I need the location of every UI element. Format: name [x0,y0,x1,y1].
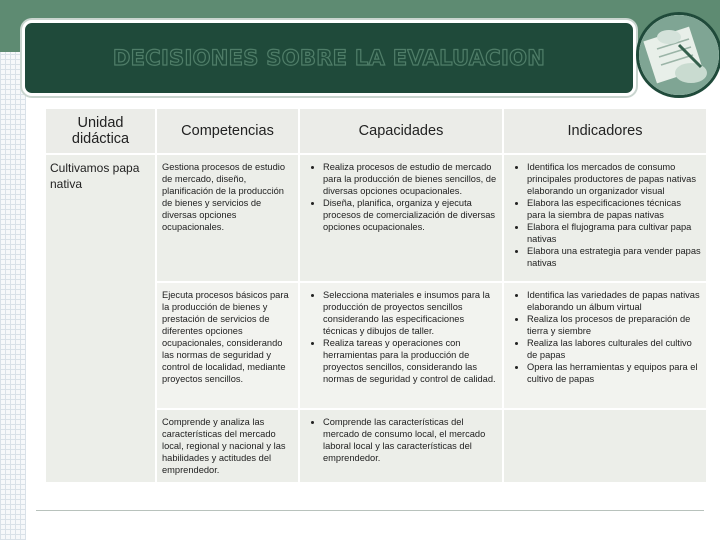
list-item: • Identifica las variedades de papas nativas elaborando un álbum virtual [527,289,701,313]
unit-name-cell: Cultivamos papa nativa [45,154,156,483]
capacidades-list [305,416,497,464]
capacidades-list [305,161,497,233]
indicadores-list [509,289,701,385]
list-item: • Realiza las labores culturales del cultivo de papas [527,337,701,361]
capacidades-cell [299,282,503,409]
evaluation-table-wrapper [44,107,706,484]
indicadores-cell [503,154,707,282]
capacidades-list [305,289,497,385]
list-item: • Comprende las características del mercado de consumo local, el mercado laboral local y las características del emprendedor. [323,416,497,464]
competencia-cell: Comprende y analiza las características del mercado local, regional y nacional y las habilidades y actitudes del emprendedor. [156,409,299,483]
footer-divider [36,510,704,511]
list-item: • Elabora una estrategia para vender papas nativas [527,245,701,269]
decorative-grid-margin [0,52,26,540]
competencia-cell: Gestiona procesos de estudio de mercado, diseño, planificación de la producción de bienes y servicios de diversas opciones ocupacionales. [156,154,299,282]
hands-writing-photo-icon [639,15,719,95]
evaluation-table [44,107,708,484]
page-title: DECISIONES SOBRE LA EVALUACION [112,46,546,70]
list-item: • Elabora las especificaciones técnicas para la siembra de papas nativas [527,197,701,221]
capacidades-cell [299,409,503,483]
list-item: • Elabora el flujograma para cultivar papa nativas [527,221,701,245]
table-row [45,154,707,282]
header-row [45,108,707,154]
list-item: • Opera las herramientas y equipos para el cultivo de papas [527,361,701,385]
list-item: • Identifica los mercados de consumo principales productores de papas nativas elaborando un organizador visual [527,161,701,197]
photo-badge [636,12,720,98]
list-item: • Selecciona materiales e insumos para la producción de proyectos sencillos considerando las especificaciones técnicas y dibujos de taller. [323,289,497,337]
list-item: • Diseña, planifica, organiza y ejecuta procesos de comercialización de diversas opciones ocupacionales. [323,197,497,233]
list-item: • Realiza procesos de estudio de mercado para la producción de bienes sencillos, de diversas opciones ocupacionales. [323,161,497,197]
title-banner [22,20,636,96]
indicadores-cell [503,282,707,409]
list-item: • Realiza tareas y operaciones con herramientas para la producción de proyectos sencillos, considerando las normas de seguridad y control de calidad. [323,337,497,385]
header-competencias: Competencias [156,108,299,154]
indicadores-cell-empty [503,409,707,483]
list-item: • Realiza los procesos de preparación de tierra y siembre [527,313,701,337]
header-capacidades: Capacidades [299,108,503,154]
header-indicadores: Indicadores [503,108,707,154]
indicadores-list [509,161,701,269]
capacidades-cell [299,154,503,282]
competencia-cell: Ejecuta procesos básicos para la producción de bienes y prestación de servicios de diferentes opciones ocupacionales, considerando las normas de seguridad y control de localidad, mediante proyectos sencillos. [156,282,299,409]
header-unidad: Unidad didáctica [45,108,156,154]
